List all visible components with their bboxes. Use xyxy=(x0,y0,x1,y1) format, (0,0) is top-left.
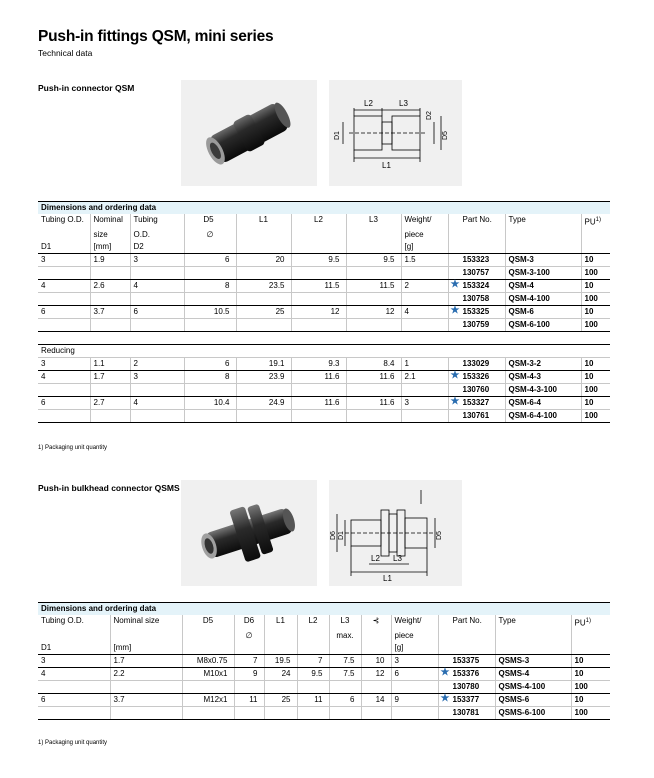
cell-d5 xyxy=(182,706,234,719)
qsm-photo xyxy=(181,80,317,186)
cell-l3 xyxy=(346,292,401,305)
cell-l1: 25 xyxy=(264,693,297,706)
cell-nominal xyxy=(90,318,130,331)
cell-l2 xyxy=(291,409,346,422)
cell-type: QSMS-6 xyxy=(495,693,571,706)
qsms-footnote: 1) Packaging unit quantity xyxy=(38,740,108,746)
star-icon: ★ xyxy=(450,304,460,316)
col-tubing-od: Tubing O.D. xyxy=(41,616,84,625)
cell-type: QSM-4 xyxy=(505,279,581,292)
cell-weight: 6 xyxy=(391,667,438,680)
cell-l1 xyxy=(236,409,291,422)
cell-nominal: 2.6 xyxy=(90,279,130,292)
star-icon: ★ xyxy=(450,278,460,290)
cell-d5: 6 xyxy=(184,253,236,266)
cell-d5: M8x0.75 xyxy=(182,654,234,667)
cell-d2 xyxy=(130,383,184,396)
qsms-dim-l3: L3 xyxy=(393,554,402,563)
cell-d1: 6 xyxy=(38,305,90,318)
page-title: Push-in fittings QSM, mini series xyxy=(38,28,274,45)
cell-d2: 3 xyxy=(130,370,184,383)
col-piece: piece xyxy=(391,630,438,642)
cell-pu: 10 xyxy=(571,693,610,706)
table-row xyxy=(38,396,610,409)
qsm-footnote: 1) Packaging unit quantity xyxy=(38,445,108,451)
cell-type: QSMS-6-100 xyxy=(495,706,571,719)
cell-nominal: 3.7 xyxy=(90,305,130,318)
cell-d2: 4 xyxy=(130,279,184,292)
cell-key: 14 xyxy=(361,693,391,706)
cell-d1 xyxy=(38,266,90,279)
cell-nominal xyxy=(90,383,130,396)
cell-l2 xyxy=(291,266,346,279)
cell-part-no: 130761 xyxy=(448,409,505,422)
cell-d5: 8 xyxy=(184,370,236,383)
cell-part-no: ★ 153324 xyxy=(448,279,505,292)
table-row xyxy=(38,409,610,422)
cell-l3 xyxy=(329,706,361,719)
cell-nominal: 3.7 xyxy=(110,693,182,706)
cell-l1: 19.5 xyxy=(264,654,297,667)
col-l3: L3 xyxy=(346,214,401,229)
cell-type: QSMS-4 xyxy=(495,667,571,680)
col-g: [g] xyxy=(401,241,448,254)
cell-nominal: 2.7 xyxy=(90,396,130,409)
cell-l2 xyxy=(291,383,346,396)
cell-l3: 12 xyxy=(346,305,401,318)
cell-l1: 25 xyxy=(236,305,291,318)
cell-part-no: 130781 xyxy=(438,706,495,719)
table-row xyxy=(38,693,610,706)
cell-l3: 11.6 xyxy=(346,370,401,383)
cell-d2 xyxy=(130,266,184,279)
table-row xyxy=(38,706,610,719)
cell-d1 xyxy=(38,409,90,422)
cell-type: QSM-6-100 xyxy=(505,318,581,331)
col-nominal-size: size xyxy=(90,229,130,241)
star-icon: ★ xyxy=(450,369,460,381)
cell-l2 xyxy=(291,292,346,305)
table-row xyxy=(38,305,610,318)
col-l3: L3 xyxy=(329,615,361,630)
cell-d2 xyxy=(130,292,184,305)
cell-type: QSM-4-3 xyxy=(505,370,581,383)
cell-d5 xyxy=(184,409,236,422)
cell-pu: 10 xyxy=(571,667,610,680)
col-tubing: Tubing xyxy=(130,214,184,229)
cell-pu: 100 xyxy=(581,409,610,422)
cell-part-no: 153375 xyxy=(438,654,495,667)
cell-d6: 7 xyxy=(234,654,264,667)
cell-type: QSM-6-4-100 xyxy=(505,409,581,422)
cell-weight: 9 xyxy=(391,693,438,706)
cell-nominal xyxy=(90,409,130,422)
cell-weight xyxy=(401,318,448,331)
diameter-symbol: ∅ xyxy=(184,229,236,241)
table-row xyxy=(38,292,610,305)
qsms-photo-image xyxy=(181,480,317,586)
cell-l2: 9.3 xyxy=(291,357,346,370)
table-row xyxy=(38,357,610,370)
table-row xyxy=(38,370,610,383)
cell-nominal xyxy=(110,706,182,719)
cell-l1 xyxy=(264,706,297,719)
cell-d5: M10x1 xyxy=(182,667,234,680)
cell-l1 xyxy=(236,266,291,279)
col-max: max. xyxy=(329,630,361,642)
cell-type: QSMS-3 xyxy=(495,654,571,667)
cell-l3 xyxy=(329,680,361,693)
page-subtitle: Technical data xyxy=(38,48,93,58)
cell-l1: 23.5 xyxy=(236,279,291,292)
cell-l1 xyxy=(236,318,291,331)
col-d6: D6 xyxy=(234,615,264,630)
col-mm: [mm] xyxy=(110,642,182,655)
cell-l2 xyxy=(297,680,329,693)
col-type: Type xyxy=(505,214,581,229)
cell-d1 xyxy=(38,292,90,305)
cell-l3 xyxy=(346,383,401,396)
cell-part-no: 133029 xyxy=(448,357,505,370)
cell-d5 xyxy=(184,318,236,331)
cell-d6: 11 xyxy=(234,693,264,706)
cell-pu: 10 xyxy=(581,253,610,266)
col-l2: L2 xyxy=(291,214,346,229)
cell-nominal: 1.1 xyxy=(90,357,130,370)
cell-d5 xyxy=(184,292,236,305)
cell-weight: 2 xyxy=(401,279,448,292)
star-icon: ★ xyxy=(440,666,450,678)
cell-nominal: 2.2 xyxy=(110,667,182,680)
cell-l1: 24 xyxy=(264,667,297,680)
cell-l3 xyxy=(346,409,401,422)
cell-d1 xyxy=(38,318,90,331)
cell-l2: 11.6 xyxy=(291,370,346,383)
qsms-drawing xyxy=(329,480,462,586)
cell-l3: 7.5 xyxy=(329,667,361,680)
cell-type: QSM-6 xyxy=(505,305,581,318)
cell-weight: 4 xyxy=(401,305,448,318)
cell-weight: 3 xyxy=(391,654,438,667)
col-d5: D5 xyxy=(182,615,234,630)
reducing-label: Reducing xyxy=(38,344,610,357)
col-weight: Weight/ xyxy=(401,214,448,229)
col-d5: D5 xyxy=(184,214,236,229)
cell-l3: 11.5 xyxy=(346,279,401,292)
cell-l1 xyxy=(236,383,291,396)
qsms-dim-l1: L1 xyxy=(383,574,392,583)
table-row xyxy=(38,680,610,693)
cell-d5: 6 xyxy=(184,357,236,370)
col-part-no: Part No. xyxy=(438,615,495,630)
cell-l1 xyxy=(264,680,297,693)
table-row xyxy=(38,667,610,680)
cell-pu: 10 xyxy=(581,396,610,409)
col-pu: PU$^{1)}$ xyxy=(571,615,610,630)
cell-l1: 19.1 xyxy=(236,357,291,370)
cell-l1: 24.9 xyxy=(236,396,291,409)
cell-l2: 9.5 xyxy=(297,667,329,680)
qsm-table-title: Dimensions and ordering data xyxy=(38,202,610,215)
col-l1: L1 xyxy=(264,615,297,630)
cell-d2: 2 xyxy=(130,357,184,370)
qsm-dim-d2: D2 xyxy=(426,111,433,120)
cell-pu: 100 xyxy=(571,706,610,719)
qsm-dim-l1: L1 xyxy=(382,161,391,170)
star-icon: ★ xyxy=(440,692,450,704)
cell-l1 xyxy=(236,292,291,305)
cell-d5: 8 xyxy=(184,279,236,292)
cell-pu: 10 xyxy=(571,654,610,667)
table-row xyxy=(38,266,610,279)
cell-part-no: ★ 153326 xyxy=(448,370,505,383)
qsms-heading: Push-in bulkhead connector QSMS xyxy=(38,483,180,493)
cell-key xyxy=(361,680,391,693)
col-g: [g] xyxy=(391,642,438,655)
col-part-no: Part No. xyxy=(448,214,505,229)
qsm-photo-image xyxy=(181,80,317,186)
qsms-drawing-image xyxy=(329,480,462,586)
cell-weight: 1.5 xyxy=(401,253,448,266)
cell-d2 xyxy=(130,409,184,422)
cell-part-no: ★ 153327 xyxy=(448,396,505,409)
cell-d2: 3 xyxy=(130,253,184,266)
cell-l3 xyxy=(346,266,401,279)
cell-d5: M12x1 xyxy=(182,693,234,706)
qsms-table xyxy=(38,602,610,720)
cell-part-no: ★ 153377 xyxy=(438,693,495,706)
cell-d1 xyxy=(38,383,90,396)
cell-type: QSM-4-3-100 xyxy=(505,383,581,396)
cell-part-no: 130759 xyxy=(448,318,505,331)
cell-l2: 12 xyxy=(291,305,346,318)
cell-type: QSM-4-100 xyxy=(505,292,581,305)
qsm-dim-l3: L3 xyxy=(399,99,408,108)
cell-l3: 6 xyxy=(329,693,361,706)
cell-d5 xyxy=(184,383,236,396)
cell-d5 xyxy=(182,680,234,693)
cell-type: QSMS-4-100 xyxy=(495,680,571,693)
cell-nominal xyxy=(90,292,130,305)
cell-weight: 2.1 xyxy=(401,370,448,383)
table-row xyxy=(38,253,610,266)
cell-l2: 11.6 xyxy=(291,396,346,409)
cell-weight: 1 xyxy=(401,357,448,370)
cell-pu: 100 xyxy=(581,266,610,279)
qsm-dim-l2: L2 xyxy=(364,99,373,108)
qsms-dim-d5: D5 xyxy=(436,531,443,540)
qsm-dim-d1: D1 xyxy=(334,131,341,140)
table-row xyxy=(38,318,610,331)
cell-l2: 9.5 xyxy=(291,253,346,266)
cell-d1: 6 xyxy=(38,693,110,706)
qsms-dim-d6: D6 xyxy=(330,531,337,540)
col-l1: L1 xyxy=(236,214,291,229)
qsms-table-title: Dimensions and ordering data xyxy=(38,603,610,616)
cell-weight xyxy=(391,706,438,719)
cell-d2 xyxy=(130,318,184,331)
cell-weight xyxy=(401,409,448,422)
table-row xyxy=(38,654,610,667)
cell-d1 xyxy=(38,706,110,719)
cell-type: QSM-3-2 xyxy=(505,357,581,370)
cell-d1: 4 xyxy=(38,370,90,383)
cell-pu: 10 xyxy=(581,370,610,383)
cell-nominal xyxy=(110,680,182,693)
cell-part-no: 130758 xyxy=(448,292,505,305)
cell-pu: 10 xyxy=(581,305,610,318)
cell-weight xyxy=(401,383,448,396)
cell-nominal xyxy=(90,266,130,279)
cell-d1: 3 xyxy=(38,654,110,667)
cell-pu: 100 xyxy=(581,318,610,331)
cell-d1 xyxy=(38,680,110,693)
qsms-dim-l2: L2 xyxy=(371,554,380,563)
col-d1: D1 xyxy=(38,642,110,655)
cell-l2: 7 xyxy=(297,654,329,667)
cell-part-no: 130757 xyxy=(448,266,505,279)
col-piece: piece xyxy=(401,229,448,241)
cell-d2: 6 xyxy=(130,305,184,318)
qsm-heading: Push-in connector QSM xyxy=(38,83,135,93)
table-row xyxy=(38,279,610,292)
cell-l2 xyxy=(297,706,329,719)
cell-l3 xyxy=(346,318,401,331)
cell-nominal: 1.7 xyxy=(90,370,130,383)
cell-part-no: 130760 xyxy=(448,383,505,396)
cell-d6: 9 xyxy=(234,667,264,680)
cell-pu: 10 xyxy=(581,357,610,370)
qsm-drawing xyxy=(329,80,462,186)
wrench-icon: ⊰ xyxy=(361,615,391,630)
col-tubing-od: Tubing O.D. xyxy=(41,215,84,224)
cell-key: 12 xyxy=(361,667,391,680)
col-pu: PU$^{1)}$ xyxy=(581,214,610,229)
cell-d6 xyxy=(234,706,264,719)
cell-nominal: 1.9 xyxy=(90,253,130,266)
col-mm: [mm] xyxy=(90,241,130,254)
cell-d1: 4 xyxy=(38,279,90,292)
cell-l1: 20 xyxy=(236,253,291,266)
cell-weight xyxy=(391,680,438,693)
col-nominal: Nominal xyxy=(90,214,130,229)
cell-weight xyxy=(401,292,448,305)
cell-l3: 9.5 xyxy=(346,253,401,266)
qsm-drawing-image xyxy=(329,80,462,186)
cell-d2: 4 xyxy=(130,396,184,409)
cell-key: 10 xyxy=(361,654,391,667)
cell-l3: 7.5 xyxy=(329,654,361,667)
cell-pu: 10 xyxy=(581,279,610,292)
cell-d5: 10.5 xyxy=(184,305,236,318)
cell-pu: 100 xyxy=(571,680,610,693)
cell-type: QSM-3-100 xyxy=(505,266,581,279)
cell-nominal: 1.7 xyxy=(110,654,182,667)
qsms-dim-d1: D1 xyxy=(338,531,345,540)
col-d2: D2 xyxy=(130,241,184,254)
table-row xyxy=(38,383,610,396)
qsms-photo xyxy=(181,480,317,586)
cell-d1: 3 xyxy=(38,253,90,266)
cell-l2: 11.5 xyxy=(291,279,346,292)
col-d1: D1 xyxy=(38,241,90,254)
cell-d1: 4 xyxy=(38,667,110,680)
cell-weight: 3 xyxy=(401,396,448,409)
cell-d5 xyxy=(184,266,236,279)
cell-pu: 100 xyxy=(581,383,610,396)
cell-pu: 100 xyxy=(581,292,610,305)
cell-l3: 11.6 xyxy=(346,396,401,409)
cell-l2: 11 xyxy=(297,693,329,706)
cell-l3: 8.4 xyxy=(346,357,401,370)
cell-part-no: 130780 xyxy=(438,680,495,693)
cell-d6 xyxy=(234,680,264,693)
qsm-table xyxy=(38,201,610,423)
cell-l2 xyxy=(291,318,346,331)
diameter-symbol: ∅ xyxy=(234,630,264,642)
cell-key xyxy=(361,706,391,719)
cell-part-no: ★ 153376 xyxy=(438,667,495,680)
cell-part-no: 153323 xyxy=(448,253,505,266)
col-nominal-size: Nominal size xyxy=(110,615,182,630)
cell-part-no: ★ 153325 xyxy=(448,305,505,318)
col-weight: Weight/ xyxy=(391,615,438,630)
col-od: O.D. xyxy=(130,229,184,241)
qsm-dim-d5: D5 xyxy=(442,131,449,140)
cell-type: QSM-6-4 xyxy=(505,396,581,409)
cell-d5: 10.4 xyxy=(184,396,236,409)
cell-weight xyxy=(401,266,448,279)
star-icon: ★ xyxy=(450,395,460,407)
cell-l1: 23.9 xyxy=(236,370,291,383)
col-type: Type xyxy=(495,615,571,630)
col-l2: L2 xyxy=(297,615,329,630)
cell-d1: 3 xyxy=(38,357,90,370)
cell-d1: 6 xyxy=(38,396,90,409)
cell-type: QSM-3 xyxy=(505,253,581,266)
